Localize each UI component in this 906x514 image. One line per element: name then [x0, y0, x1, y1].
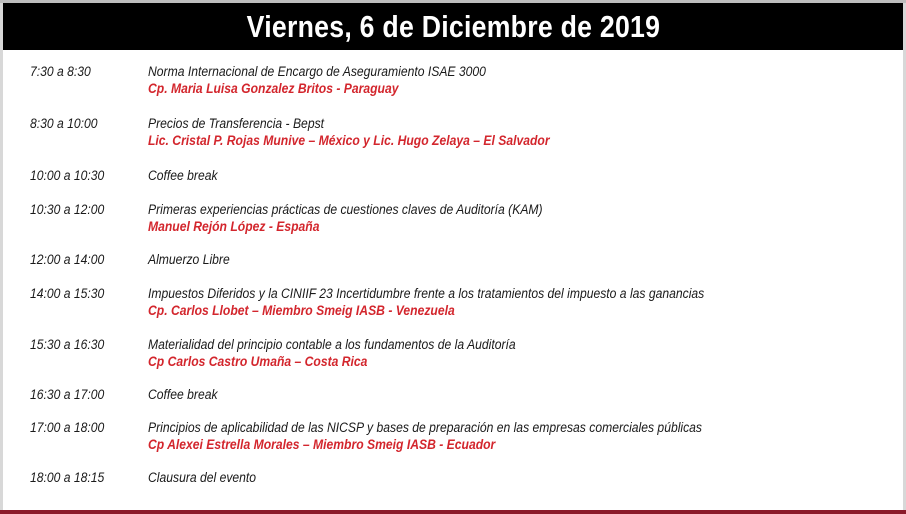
session-time: 14:00 a 15:30 [30, 286, 105, 301]
session-speaker: Manuel Rejón López - España [148, 219, 320, 234]
session-content [148, 469, 900, 486]
session-time: 12:00 a 14:00 [30, 252, 105, 267]
session-content [148, 251, 900, 268]
session-time: 10:00 a 10:30 [30, 168, 105, 183]
session-title: Coffee break [148, 168, 218, 183]
session-content [148, 285, 900, 319]
session-speaker: Lic. Cristal P. Rojas Munive – México y Lic. Hugo Zelaya – El Salvador [148, 133, 550, 148]
schedule-row [30, 63, 900, 97]
schedule-row [30, 469, 900, 486]
session-title: Principios de aplicabilidad de las NICSP y bases de preparación en las empresas comerciales públicas [148, 420, 703, 435]
session-title: Clausura del evento [148, 470, 257, 485]
session-content [148, 336, 900, 370]
day-title: Viernes, 6 de Diciembre de 2019 [246, 8, 660, 44]
session-content [148, 115, 900, 149]
session-title: Coffee break [148, 387, 218, 402]
session-time: 15:30 a 16:30 [30, 337, 105, 352]
session-time: 16:30 a 17:00 [30, 387, 105, 402]
schedule-row [30, 251, 900, 268]
schedule-row [30, 201, 900, 235]
schedule-row [30, 336, 900, 370]
schedule-row [30, 419, 900, 453]
session-time: 8:30 a 10:00 [30, 116, 98, 131]
session-title: Materialidad del principio contable a los fundamentos de la Auditoría [148, 337, 516, 352]
session-speaker: Cp Alexei Estrella Morales – Miembro Smeig IASB - Ecuador [148, 437, 496, 452]
bottom-accent-bar [0, 510, 906, 514]
session-time: 7:30 a 8:30 [30, 64, 91, 79]
session-time: 17:00 a 18:00 [30, 420, 105, 435]
session-speaker: Cp. Carlos Llobet – Miembro Smeig IASB - Venezuela [148, 303, 455, 318]
session-title: Precios de Transferencia - Bepst [148, 116, 325, 131]
session-content [148, 386, 900, 403]
session-content [148, 201, 900, 235]
session-speaker: Cp. Maria Luisa Gonzalez Britos - Paraguay [148, 81, 399, 96]
session-title: Norma Internacional de Encargo de Aseguramiento ISAE 3000 [148, 64, 486, 79]
session-title: Almuerzo Libre [148, 252, 230, 267]
session-content [148, 419, 900, 453]
day-header [3, 3, 903, 50]
session-title: Impuestos Diferidos y la CINIIF 23 Incertidumbre frente a los tratamientos del impuesto a las ganancias [148, 286, 705, 301]
schedule-row [30, 115, 900, 149]
schedule-row [30, 285, 900, 319]
schedule-row [30, 167, 900, 184]
session-title: Primeras experiencias prácticas de cuestiones claves de Auditoría (KAM) [148, 202, 543, 217]
session-speaker: Cp Carlos Castro Umaña – Costa Rica [148, 354, 368, 369]
session-time: 18:00 a 18:15 [30, 470, 105, 485]
session-content [148, 63, 900, 97]
schedule-list [30, 63, 900, 486]
session-time: 10:30 a 12:00 [30, 202, 105, 217]
session-content [148, 167, 900, 184]
schedule-row [30, 386, 900, 403]
